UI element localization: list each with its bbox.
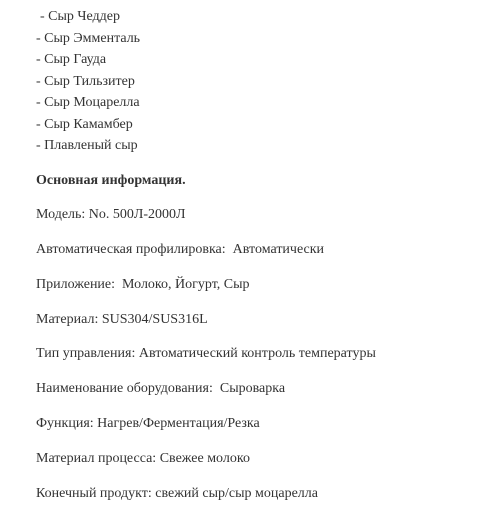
product-description bbox=[36, 6, 486, 505]
info-row-material: Материал: SUS304/SUS316L bbox=[36, 311, 208, 327]
cheese-list-item: - Сыр Эмменталь bbox=[36, 30, 141, 46]
info-row-automation: Автоматическая профилировка: Автоматически bbox=[36, 242, 325, 258]
info-row-function: Функция: Нагрев/Ферментация/Резка bbox=[36, 416, 260, 432]
cheese-type-list bbox=[36, 6, 486, 157]
info-heading: Основная информация. bbox=[36, 172, 186, 188]
info-row-equipment-name: Наименование оборудования: Сыроварка bbox=[36, 381, 286, 397]
info-row-control-type: Тип управления: Автоматический контроль температуры bbox=[36, 346, 376, 362]
cheese-list-item: - Сыр Гауда bbox=[36, 52, 107, 67]
info-row-end-product: Конечный продукт: свежий сыр/сыр моцарелла bbox=[36, 485, 318, 501]
cheese-list-item: - Сыр Чеддер bbox=[40, 9, 120, 24]
info-row-model: Модель: No. 500Л-2000Л bbox=[36, 207, 186, 223]
info-row-application: Приложение: Молоко, Йогурт, Сыр bbox=[36, 276, 250, 292]
cheese-list-item: - Сыр Камамбер bbox=[36, 116, 133, 132]
info-row-process-material: Материал процесса: Свежее молоко bbox=[36, 450, 250, 466]
cheese-list-item: - Плавленый сыр bbox=[36, 138, 138, 153]
cheese-list-item: - Сыр Тильзитер bbox=[36, 73, 135, 89]
cheese-list-item: - Сыр Моцарелла bbox=[36, 95, 140, 110]
